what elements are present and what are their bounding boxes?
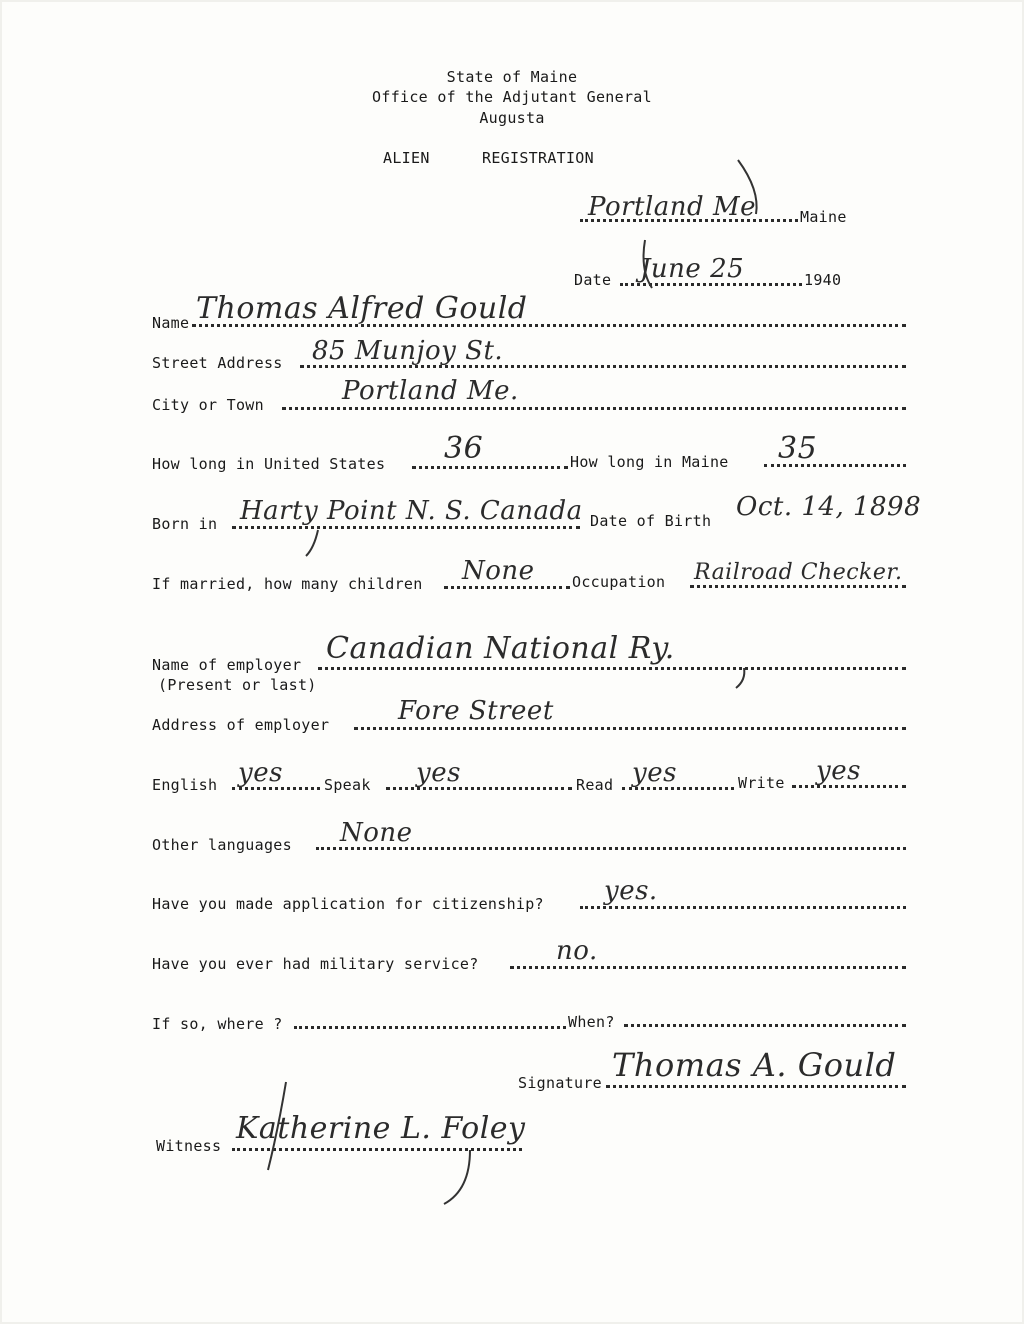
how-long-us-label: How long in United States [152,455,386,473]
other-languages-label: Other languages [152,836,292,854]
write-label: Write [738,774,785,792]
military-label: Have you ever had military service? [152,955,479,973]
read-value: yes [632,758,677,788]
occupation-value: Railroad Checker. [694,560,903,585]
header-office: Office of the Adjutant General [372,88,652,106]
signature-value: Thomas A. Gould [612,1046,897,1084]
english-value: yes [238,758,283,788]
english-label: English [152,776,218,794]
employer-address-value: Fore Street [398,696,554,726]
form-title-registration: REGISTRATION [482,149,594,167]
city-value: Portland Me. [342,376,519,406]
name-value: Thomas Alfred Gould [196,291,528,326]
military-value: no. [556,936,598,966]
header-state: State of Maine [446,68,578,86]
children-value: None [462,556,535,586]
employer-label: Name of employer [152,656,302,674]
occupation-label: Occupation [572,573,666,591]
other-languages-value: None [340,818,413,848]
place-value: Portland Me [588,192,756,222]
signature-label: Signature [518,1074,602,1092]
when-label: When? [568,1013,615,1031]
citizenship-value: yes. [604,876,658,906]
dob-value: Oct. 14, 1898 [736,492,922,522]
witness-label: Witness [156,1137,222,1155]
citizenship-label: Have you made application for citizenship? [152,895,544,913]
form-title-alien: ALIEN [383,149,430,167]
where-label: If so, where ? [152,1015,283,1033]
street-value: 85 Munjoy St. [312,336,504,366]
speak-value: yes [416,758,461,788]
employer-address-label: Address of employer [152,716,330,734]
born-value: Harty Point N. S. Canada [240,496,583,526]
name-label: Name [152,314,190,332]
how-long-me-value: 35 [778,431,818,466]
header-city: Augusta [479,109,545,127]
employer-value: Canadian National Ry. [326,631,675,666]
write-value: yes [816,756,861,786]
witness-value: Katherine L. Foley [236,1111,526,1146]
read-label: Read [576,776,614,794]
place-suffix: Maine [800,208,847,226]
dob-label: Date of Birth [590,512,712,530]
date-label: Date [574,271,612,289]
born-label: Born in [152,515,218,533]
how-long-us-value: 36 [444,431,484,466]
employer-sublabel: (Present or last) [158,676,317,694]
how-long-me-label: How long in Maine [570,453,729,471]
date-value: June 25 [640,254,745,284]
date-year: 1940 [804,271,842,289]
street-label: Street Address [152,354,283,372]
speak-label: Speak [324,776,371,794]
children-label: If married, how many children [152,575,423,593]
city-label: City or Town [152,396,264,414]
